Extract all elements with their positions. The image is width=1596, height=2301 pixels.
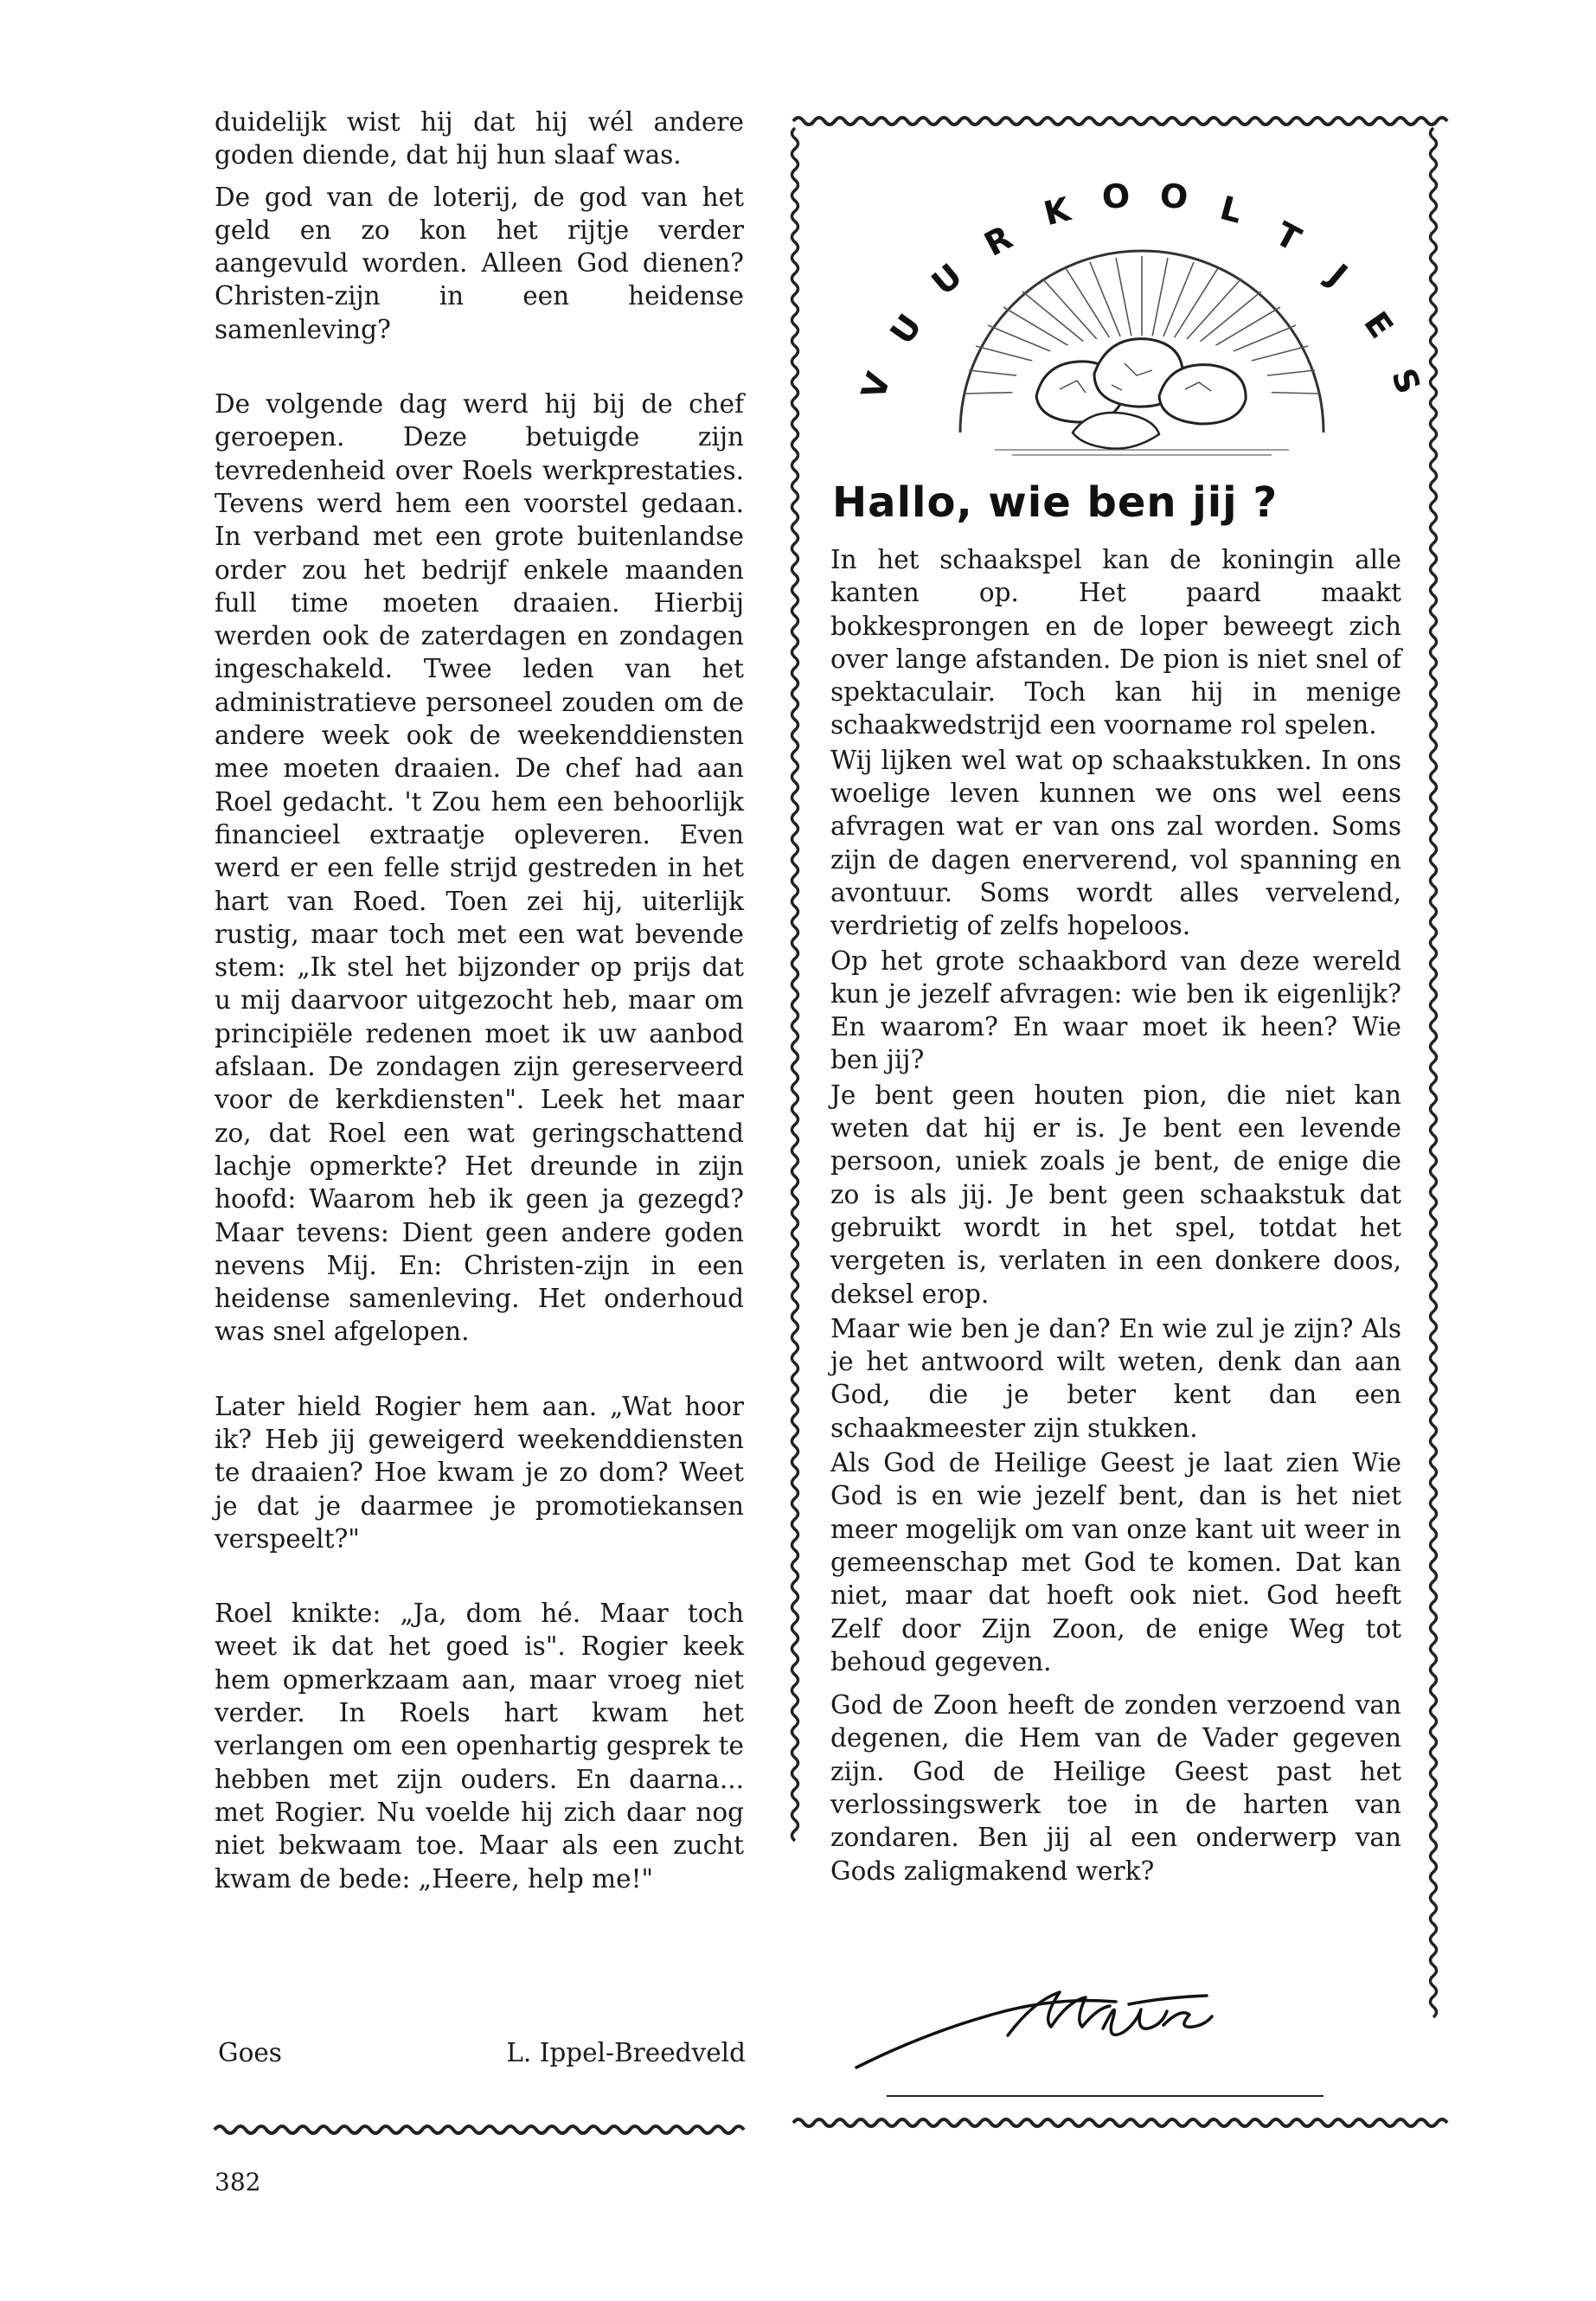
logo-letter: S	[1383, 363, 1428, 399]
article-paragraph: De volgende dag werd hij bij de chef geroepen. Deze betuigde zijn tevredenheid over Roels werkprestaties. Tevens werd hem een voorstel gedaan. In verband met een grote buitenlandse order zou het bedrijf enkele maanden full time moeten draaien. Hierbij werden ook de zaterdagen en zondagen ingeschakeld. Twee leden van het administratieve personeel zouden om de andere week ook de weekenddiensten mee moeten draaien. De chef had aan Roel gedacht. 't Zou hem een behoorlijk financieel extraatje opleveren. Even werd er een felle strijd gestreden in het hart van Roed. Toen zei hij, uiterlijk rustig, maar toch met een wat bevende stem: „Ik stel het bijzonder op prijs dat u mij daarvoor uitgezocht heb, maar om principiële redenen moet ik uw aanbod afslaan. De zondagen zijn gereserveerd voor de kerkdiensten". Leek het maar zo, dat Roel een wat geringschattend lachje opmerkte? Het dreunde in zijn hoofd: Waarom heb ik geen ja gezegd? Maar tevens: Dient geen andere goden nevens Mij. En: Christen-zijn in een heidense samenleving. Het onderhoud was snel afgelopen.	[215, 389, 744, 1347]
signoff-place: Goes	[218, 2038, 282, 2067]
logo-letter: U	[882, 307, 930, 351]
handwritten-signature	[843, 1951, 1328, 2106]
box-paragraph: Je bent geen houten pion, die niet kan weten dat hij er is. Je bent een levende persoon, uniek zoals je bent, de enige die zo is als jij. Je bent geen schaakstuk dat gebruikt wordt in het spel, totdat het vergeten is, verlaten in een donkere doos, deksel erop.	[830, 1080, 1401, 1309]
article-paragraph: duidelijk wist hij dat hij wél andere goden diende, dat hij hun slaaf was.	[215, 107, 744, 170]
logo-letter: U	[924, 256, 970, 303]
article-signoff	[218, 2038, 746, 2067]
box-paragraph: Als God de Heilige Geest je laat zien Wie God is en wie jezelf bent, dan is het niet meer mogelijk om van onze kant uit weer in gemeenschap met God te komen. Dat kan niet, maar dat hoeft ook niet. God heeft Zelf door Zijn Zoon, de enige Weg tot behoud gegeven.	[830, 1448, 1401, 1676]
vuurkooltjes-logo	[854, 173, 1428, 484]
logo-letter: O	[1158, 176, 1190, 217]
box-paragraph: Wij lijken wel wat op schaakstukken. In ons woelige leven kunnen we ons wel eens afvragen wat er van ons zal worden. Soms zijn de dagen enerverend, vol spanning en avontuur. Soms wordt alles vervelend, verdrietig of zelfs hopeloos.	[830, 745, 1401, 941]
left-column-article	[215, 106, 744, 1937]
logo-letter: L	[1215, 189, 1247, 231]
box-paragraph: God de Zoon heeft de zonden verzoend van degenen, die Hem van de Vader gegeven zijn. God de Heilige Geest past het verlossingswerk toe in de harten van zondaren. Ben jij al een onderwerp van Gods zaligmakend werk?	[830, 1690, 1401, 1886]
box-heading: Hallo, wie ben jij ?	[832, 478, 1279, 527]
logo-letter: K	[1040, 189, 1074, 234]
logo-letter: J	[1320, 256, 1355, 294]
signoff-author: L. Ippel-Breedveld	[506, 2038, 746, 2067]
left-wavy-rule	[215, 2122, 749, 2138]
article-paragraph: Roel knikte: „Ja, dom hé. Maar toch weet ik dat het goed is". Rogier keek hem opmerkzaam aan, maar vroeg niet verder. In Roels hart kwam het verlangen om een openhartig gesprek te hebben met zijn ouders. En daarna... met Rogier. Nu voelde hij zich daar nog niet bekwaam toe. Maar als een zucht kwam de bede: „Heere, help me!"	[215, 1599, 744, 1894]
box-paragraph: In het schaakspel kan de koningin alle kanten op. Het paard maakt bokkesprongen en de loper beweegt zich over lange afstanden. De pion is niet snel of spektaculair. Toch kan hij in menige schaakwedstrijd een voorname rol spelen.	[830, 545, 1401, 740]
page-number: 382	[215, 2168, 261, 2196]
coals-illustration	[960, 251, 1324, 455]
box-paragraph: Maar wie ben je dan? En wie zul je zijn? Als je het antwoord wilt weten, denk dan aan God, die je beter kent dan een schaakmeester zijn stukken.	[830, 1313, 1401, 1443]
box-paragraph: Op het grote schaakbord van deze wereld kun je jezelf afvragen: wie ben ik eigenlijk? En waarom? En waar moet ik heen? Wie ben jij?	[830, 945, 1401, 1075]
article-paragraph: Later hield Rogier hem aan. „Wat hoor ik? Heb jij geweigerd weekenddiensten te draaien? Hoe kwam je zo dom? Weet je dat je daarmee je promotiekansen verspeelt?"	[215, 1391, 744, 1554]
logo-letter: E	[1356, 304, 1401, 345]
logo-letter: O	[1100, 176, 1131, 217]
right-column-text	[830, 543, 1401, 1889]
article-paragraph: De god van de loterij, de god van het geld en zo kon het rijtje verder aangevuld worden. Alleen God dienen? Christen-zijn in een heidense samenleving?	[215, 182, 744, 344]
logo-letter: R	[977, 218, 1019, 264]
logo-letter: V	[854, 368, 899, 404]
logo-letter: T	[1269, 215, 1307, 260]
